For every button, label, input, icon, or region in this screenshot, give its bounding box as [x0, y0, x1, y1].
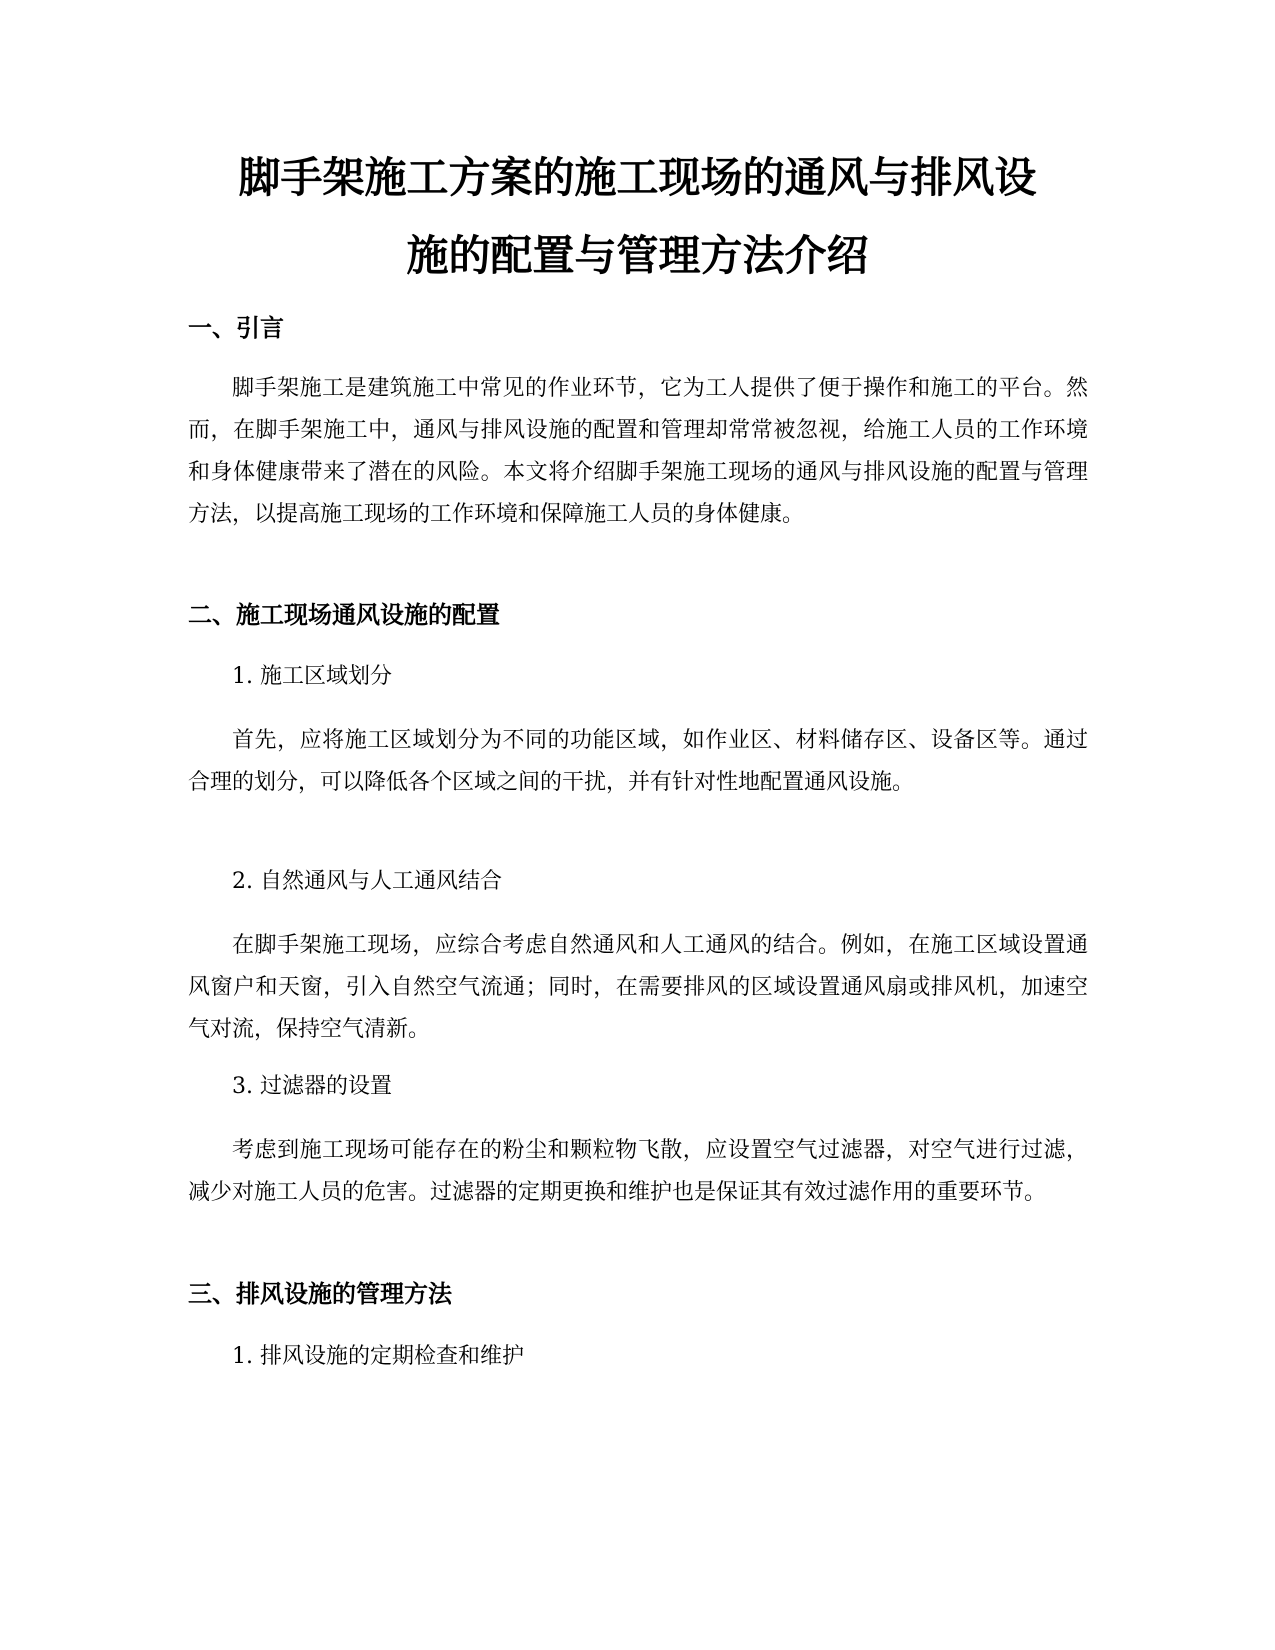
section-heading-introduction: 一、引言 — [188, 314, 284, 342]
item-title-natural-artificial-ventilation: 2. 自然通风与人工通风结合 — [232, 869, 502, 894]
item-title-area-division: 1. 施工区域划分 — [232, 664, 392, 689]
section-heading-ventilation-config: 二、施工现场通风设施的配置 — [188, 601, 500, 629]
natural-artificial-ventilation-paragraph: 在脚手架施工现场，应综合考虑自然通风和人工通风的结合。例如，在施工区域设置通风窗户和天窗，引入自然空气流通；同时，在需要排风的区域设置通风扇或排风机，加速空气对流，保持空气清新。 — [188, 933, 1088, 1042]
section-heading-exhaust-management: 三、排风设施的管理方法 — [188, 1280, 452, 1308]
introduction-paragraph: 脚手架施工是建筑施工中常见的作业环节，它为工人提供了便于操作和施工的平台。然而，在脚手架施工中，通风与排风设施的配置和管理却常常被忽视，给施工人员的工作环境和身体健康带来了潜在的风险。本文将介绍脚手架施工现场的通风与排风设施的配置与管理方法，以提高施工现场的工作环境和保障施工人员的身体健康。 — [188, 376, 1088, 527]
filter-setup-paragraph: 考虑到施工现场可能存在的粉尘和颗粒物飞散，应设置空气过滤器，对空气进行过滤，减少对施工人员的危害。过滤器的定期更换和维护也是保证其有效过滤作用的重要环节。 — [188, 1138, 1088, 1205]
item-title-filter-setup: 3. 过滤器的设置 — [232, 1074, 392, 1099]
document-title-line-1: 脚手架施工方案的施工现场的通风与排风设 — [238, 153, 1037, 202]
item-title-exhaust-inspection: 1. 排风设施的定期检查和维护 — [232, 1344, 524, 1369]
area-division-paragraph: 首先，应将施工区域划分为不同的功能区域，如作业区、材料储存区、设备区等。通过合理的划分，可以降低各个区域之间的干扰，并有针对性地配置通风设施。 — [188, 728, 1088, 795]
document-title-line-2: 施的配置与管理方法介绍 — [406, 231, 869, 280]
